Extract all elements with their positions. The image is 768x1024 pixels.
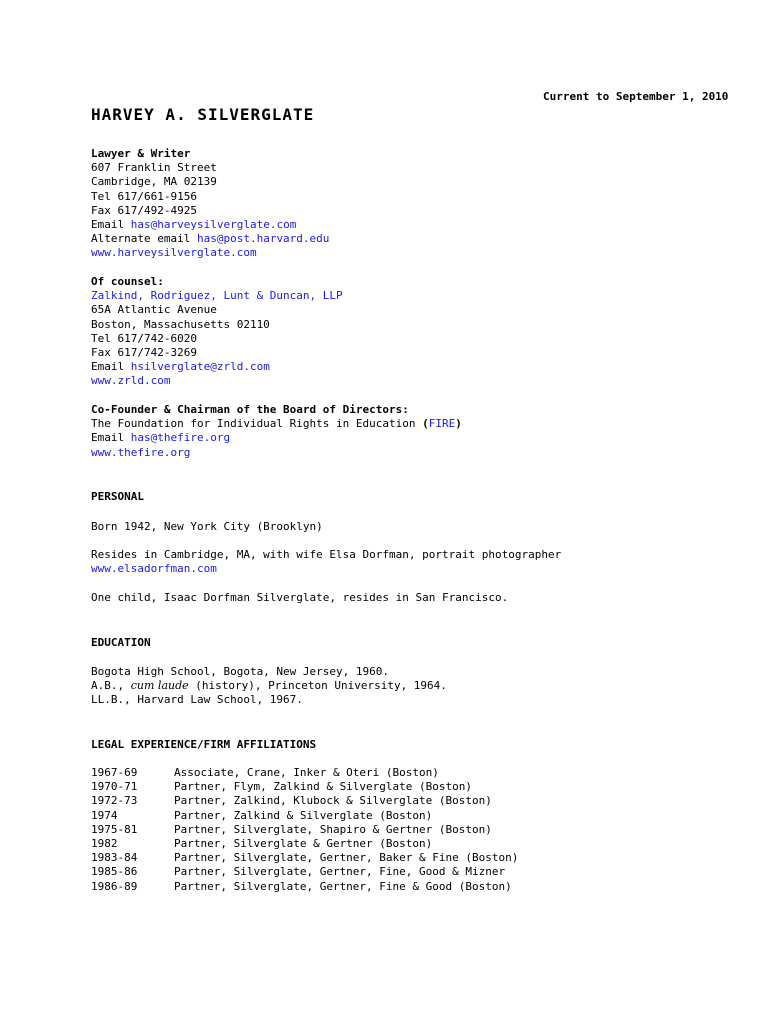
fire-paren-close: ) bbox=[455, 417, 462, 431]
fire-acronym-link[interactable]: FIRE bbox=[428, 417, 456, 431]
fire-block bbox=[91, 403, 462, 460]
table-row bbox=[91, 851, 518, 865]
elsa-website-link[interactable]: www.elsadorfman.com bbox=[91, 562, 217, 576]
experience-years: 1967-69 bbox=[91, 766, 138, 779]
child-line bbox=[91, 591, 508, 605]
counsel-firm-link[interactable]: Zalkind, Rodriguez, Lunt & Duncan, LLP bbox=[91, 289, 343, 303]
email-line bbox=[91, 218, 329, 232]
legal-experience-table bbox=[91, 766, 518, 894]
experience-role: Partner, Zalkind & Silverglate (Boston) bbox=[174, 808, 433, 822]
table-row bbox=[91, 809, 518, 823]
page-title: HARVEY A. SILVERGLATE bbox=[91, 105, 315, 124]
address-line-2: Cambridge, MA 02139 bbox=[91, 175, 217, 189]
table-row bbox=[91, 766, 518, 780]
address-line-1: 607 Franklin Street bbox=[91, 161, 217, 175]
alt-email-link[interactable]: has@post.harvard.edu bbox=[196, 232, 330, 246]
experience-role: Partner, Silverglate, Gertner, Fine, Good & Mizner bbox=[174, 865, 506, 879]
fire-email-line bbox=[91, 431, 462, 445]
experience-years: 1970-71 bbox=[91, 780, 138, 794]
tel-line: Tel 617/661-9156 bbox=[91, 189, 197, 203]
experience-years: 1972-73 bbox=[91, 794, 138, 808]
fax-line: Fax 617/492-4925 bbox=[91, 203, 197, 217]
ab-prefix: A.B., bbox=[91, 679, 131, 693]
experience-role: Partner, Silverglate, Shapiro & Gertner (Boston) bbox=[174, 822, 492, 836]
table-row bbox=[91, 837, 518, 851]
education-line-3: LL.B., Harvard Law School, 1967. bbox=[91, 693, 303, 707]
counsel-block bbox=[91, 275, 343, 389]
experience-role: Associate, Crane, Inker & Oteri (Boston) bbox=[174, 766, 439, 779]
fire-email-label: Email bbox=[91, 431, 131, 445]
child-text: One child, Isaac Dorfman Silverglate, resides in San Francisco. bbox=[91, 591, 509, 604]
experience-role: Partner, Silverglate & Gertner (Boston) bbox=[174, 837, 433, 851]
born-line: Born 1942, New York City (Brooklyn) bbox=[91, 520, 323, 533]
fire-org-text: The Foundation for Individual Rights in Education bbox=[91, 417, 423, 431]
experience-role: Partner, Zalkind, Klubock & Silverglate (Boston) bbox=[174, 794, 492, 808]
counsel-address-1: 65A Atlantic Avenue bbox=[91, 303, 217, 317]
table-row bbox=[91, 880, 518, 894]
counsel-tel: Tel 617/742-6020 bbox=[91, 331, 197, 345]
personal-born bbox=[91, 520, 323, 534]
legal-heading: LEGAL EXPERIENCE/FIRM AFFILIATIONS bbox=[91, 738, 317, 751]
counsel-address-2: Boston, Massachusetts 02110 bbox=[91, 317, 270, 331]
counsel-email-link[interactable]: hsilverglate@zrld.com bbox=[130, 360, 270, 374]
fire-org-line bbox=[91, 417, 462, 431]
table-row bbox=[91, 823, 518, 837]
email-link[interactable]: has@harveysilverglate.com bbox=[130, 217, 297, 231]
website-link[interactable]: www.harveysilverglate.com bbox=[91, 246, 257, 260]
education-block bbox=[91, 665, 447, 708]
education-line-1: Bogota High School, Bogota, New Jersey, 1960. bbox=[91, 665, 390, 678]
table-row bbox=[91, 865, 518, 879]
fire-heading: Co-Founder & Chairman of the Board of Directors: bbox=[91, 403, 409, 416]
counsel-email-label: Email bbox=[91, 360, 131, 374]
experience-role: Partner, Silverglate, Gertner, Baker & Fine (Boston) bbox=[174, 851, 519, 865]
counsel-website-link[interactable]: www.zrld.com bbox=[91, 374, 171, 388]
experience-years: 1983-84 bbox=[91, 851, 138, 865]
personal-heading: PERSONAL bbox=[91, 490, 144, 503]
experience-role: Partner, Silverglate, Gertner, Fine & Good (Boston) bbox=[174, 879, 512, 893]
education-line-2 bbox=[91, 679, 447, 693]
table-row bbox=[91, 780, 518, 794]
fire-website-link[interactable]: www.thefire.org bbox=[91, 445, 191, 459]
experience-years: 1982 bbox=[91, 837, 118, 851]
email-label: Email bbox=[91, 217, 131, 231]
personal-resides bbox=[91, 548, 561, 576]
ab-honor: cum laude bbox=[130, 679, 189, 693]
fire-paren-open: ( bbox=[422, 417, 429, 431]
experience-years: 1974 bbox=[91, 808, 118, 822]
role-heading: Lawyer & Writer bbox=[91, 147, 191, 160]
resides-line: Resides in Cambridge, MA, with wife Elsa Dorfman, portrait photographer bbox=[91, 548, 562, 561]
counsel-email-line bbox=[91, 360, 343, 374]
experience-years: 1986-89 bbox=[91, 879, 138, 893]
alt-email-label: Alternate email bbox=[91, 232, 197, 246]
table-row bbox=[91, 794, 518, 808]
current-date: Current to September 1, 2010 bbox=[543, 90, 729, 103]
counsel-heading: Of counsel: bbox=[91, 275, 164, 288]
experience-years: 1975-81 bbox=[91, 822, 138, 836]
alt-email-line bbox=[91, 232, 329, 246]
fire-email-link[interactable]: has@thefire.org bbox=[130, 431, 231, 445]
education-heading: EDUCATION bbox=[91, 636, 151, 649]
personal-child bbox=[91, 591, 508, 605]
experience-role: Partner, Flym, Zalkind & Silverglate (Boston) bbox=[174, 780, 473, 794]
counsel-fax: Fax 617/742-3269 bbox=[91, 345, 197, 359]
ab-suffix: (history), Princeton University, 1964. bbox=[188, 679, 447, 693]
contact-block bbox=[91, 147, 329, 261]
experience-years: 1985-86 bbox=[91, 865, 138, 879]
